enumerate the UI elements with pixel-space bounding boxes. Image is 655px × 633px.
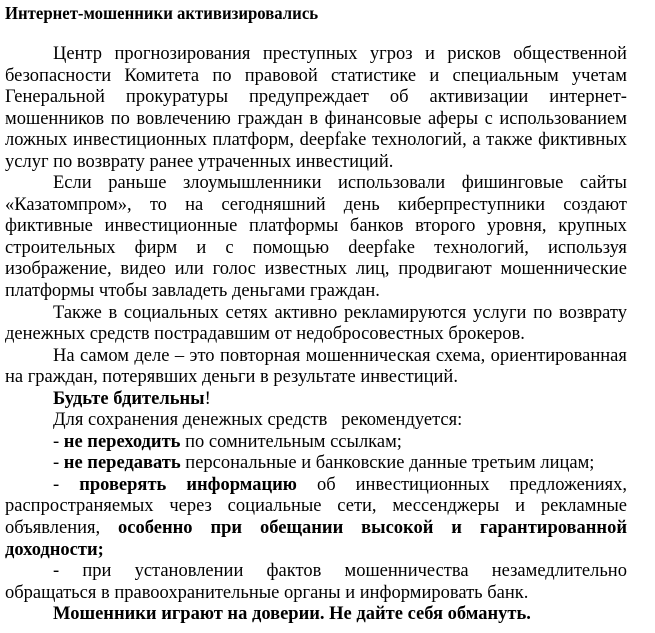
word: Если: [53, 173, 92, 194]
word: –: [174, 345, 185, 366]
word: deepfake: [348, 237, 415, 258]
word: рисков: [447, 44, 501, 64]
word: платформы: [5, 281, 95, 302]
word: deepfake: [299, 130, 367, 151]
recommendation-item-3-line-1: [5, 475, 627, 497]
word: и: [429, 65, 440, 86]
word: возврату: [76, 151, 145, 172]
word: изображение,: [5, 259, 112, 280]
word: сайты: [579, 173, 627, 194]
word: день: [343, 194, 380, 215]
word: брокеров.: [448, 324, 525, 345]
word: по: [53, 151, 73, 172]
word: и: [196, 237, 207, 258]
word: помощью: [252, 237, 330, 258]
word: недобросовестных: [296, 324, 444, 345]
word: граждан,: [27, 367, 98, 388]
word: высокой: [361, 518, 434, 539]
word: статистике: [330, 65, 417, 86]
word: результате: [273, 367, 356, 388]
word: социальные: [227, 496, 322, 517]
word: -: [53, 561, 60, 582]
text-line: [5, 259, 627, 281]
word: утраченных: [197, 151, 292, 172]
word: с: [484, 108, 493, 129]
recommendation-item-4-line-2: [5, 583, 627, 605]
word: социальных: [123, 302, 219, 323]
word: прогнозирования: [114, 44, 251, 64]
word: -: [53, 474, 60, 495]
recommendation-item-2: [5, 453, 627, 475]
word: повторная: [219, 345, 301, 366]
word: мошеннические: [500, 259, 627, 280]
word: угроз: [369, 44, 413, 64]
word: видео: [120, 259, 166, 280]
word: использовали: [338, 173, 446, 194]
word: Центр: [53, 44, 103, 64]
word: крупных: [558, 216, 627, 237]
word: схема,: [435, 345, 486, 366]
word: преступных: [262, 44, 358, 64]
word: при: [82, 561, 112, 582]
word: мошенничества: [344, 561, 469, 582]
word: при: [210, 518, 243, 539]
word: и: [451, 518, 462, 539]
item-3-bold-end: доходности: [5, 539, 98, 560]
recommendation-item-1: [5, 432, 627, 454]
word: от: [274, 324, 292, 345]
word: обещании: [259, 518, 344, 539]
word: особенно: [118, 518, 193, 539]
word: услуги: [473, 302, 527, 323]
word: через: [169, 496, 212, 517]
word: инвестиционные: [104, 216, 238, 237]
word: мессенджеры: [392, 496, 500, 517]
vigilance-bold: Будьте бдительны: [53, 388, 205, 409]
word: в: [260, 367, 269, 388]
word: Генеральной: [5, 87, 105, 108]
word: раньше: [108, 173, 167, 194]
word: фиктивных: [538, 130, 627, 151]
text-line: [5, 195, 627, 217]
word: аферы: [427, 108, 479, 129]
word: средств: [89, 324, 150, 345]
paragraphs-1-4: [5, 44, 627, 389]
document-title: Интернет-мошенники активизировались: [5, 3, 319, 23]
word: банков: [349, 216, 404, 237]
text-line: [5, 66, 627, 88]
word: фишинговые: [461, 173, 564, 194]
document-body: [5, 44, 627, 626]
word: или: [174, 259, 204, 280]
word: незамедлительно: [491, 561, 627, 582]
word: информацию: [186, 474, 297, 495]
word: граждан: [237, 108, 303, 129]
word: сетях: [225, 302, 268, 323]
word: инвестиций.: [295, 151, 394, 172]
word: ориентированная: [490, 345, 627, 366]
word: рекламируются: [343, 302, 467, 323]
word: правовой: [244, 65, 318, 86]
word: по: [212, 65, 232, 86]
text-line: [5, 87, 627, 109]
item-4-text: обращаться в правоохранительные органы и информировать банк.: [5, 582, 529, 603]
word: используя: [548, 237, 627, 258]
word: по: [533, 302, 553, 323]
word: гарантированной: [479, 518, 627, 539]
word: технологий,: [371, 130, 467, 151]
word: интернет-: [549, 87, 627, 108]
word: на: [185, 194, 204, 215]
word: граждан.: [309, 281, 380, 302]
word: на: [5, 367, 24, 388]
word: и: [425, 44, 435, 64]
word: объявления,: [5, 518, 101, 539]
word: известных: [264, 259, 348, 280]
vigilance-tail: !: [204, 388, 211, 409]
closing-line: [5, 604, 627, 626]
word: технологий,: [434, 237, 529, 258]
word: чтобы: [98, 281, 148, 302]
word: активизации: [429, 87, 529, 108]
text-line: [5, 109, 627, 131]
word: фиктивные: [5, 216, 93, 237]
word: киберпреступники: [397, 194, 546, 215]
text-line: [5, 281, 627, 303]
word: деньгами: [231, 281, 306, 302]
text-line: [5, 367, 627, 389]
word: создают: [563, 194, 627, 215]
item-2-text: персональные и банковские данные третьим лицам;: [180, 453, 595, 474]
word: строительных: [5, 237, 116, 258]
word: специальным: [452, 65, 559, 86]
word: безопасности: [5, 65, 112, 86]
word: инвестиций.: [360, 367, 458, 388]
word: второго: [415, 216, 476, 237]
word: возврату: [558, 302, 627, 323]
word: установлении: [134, 561, 244, 582]
recommendation-item-3-line-4: [5, 540, 627, 562]
text-line: [5, 44, 627, 66]
item-2-bold: не передавать: [63, 453, 181, 474]
word: услуг: [5, 151, 49, 172]
word: инвестиционных: [355, 474, 490, 495]
word: мошенническая: [305, 345, 431, 366]
word: лиц,: [355, 259, 390, 280]
word: Комитета: [124, 65, 200, 86]
word: платформы: [248, 216, 339, 237]
word: деньги: [201, 367, 256, 388]
item-3-tail: ;: [97, 539, 104, 560]
word: злоумышленники: [182, 173, 322, 194]
word: использованием: [499, 108, 627, 129]
word: платформ,: [212, 130, 294, 151]
word: и: [515, 496, 526, 517]
item-1-text: по сомнительным ссылкам;: [180, 431, 402, 452]
text-line: [5, 216, 627, 238]
word: финансовые: [324, 108, 422, 129]
text-line: [5, 324, 627, 346]
word: «Казатомпром»,: [5, 194, 132, 215]
text-line: [5, 130, 627, 152]
recommendation-item-3-line-3: [5, 518, 627, 540]
word: инвестиционных: [73, 130, 207, 151]
word: сети,: [337, 496, 377, 517]
word: также: [486, 130, 533, 151]
text-line: [5, 346, 627, 368]
word: самом: [79, 345, 129, 366]
item-1-bold: не переходить: [63, 431, 181, 452]
text-line: [5, 152, 627, 174]
word: фактов: [266, 561, 322, 582]
word: завладеть: [151, 281, 228, 302]
word: то: [149, 194, 167, 215]
word: вовлечению: [136, 108, 231, 129]
word: пострадавшим: [154, 324, 270, 345]
word: мошенников: [5, 108, 105, 129]
item-dash: -: [53, 453, 64, 474]
word: в: [309, 108, 319, 129]
word: уровня,: [487, 216, 547, 237]
item-dash: -: [53, 431, 64, 452]
word: рекламные: [540, 496, 627, 517]
word: это: [189, 345, 215, 366]
word: с: [225, 237, 234, 258]
word: предупреждает: [249, 87, 369, 108]
word: а: [472, 130, 481, 151]
text-line: [5, 238, 627, 260]
word: денежных: [5, 324, 86, 345]
word: активно: [274, 302, 338, 323]
word: деле: [134, 345, 170, 366]
word: Также: [53, 302, 102, 323]
word: голос: [212, 259, 256, 280]
word: фирм: [134, 237, 178, 258]
word: сегодняшний: [221, 194, 326, 215]
recommendation-item-4-line-1: [5, 561, 627, 583]
closing-text: Мошенники играют на доверии. Не дайте себя обмануть.: [53, 604, 531, 625]
recommend-line: [5, 410, 627, 432]
word: об: [316, 474, 336, 495]
word: об: [389, 87, 409, 108]
word: прокуратуры: [125, 87, 229, 108]
word: На: [53, 345, 75, 366]
word: распространяемых: [5, 496, 154, 517]
recommendation-item-3-line-2: [5, 496, 627, 518]
word: в: [108, 302, 118, 323]
text-line: [5, 173, 627, 195]
word: предложениях,: [509, 474, 627, 495]
word: ранее: [149, 151, 194, 172]
recommend-text: Для сохранения денежных средств рекомендуется:: [53, 410, 463, 431]
word: общественной: [513, 44, 627, 64]
word: по: [110, 108, 130, 129]
vigilance-line: [5, 389, 627, 411]
word: учетам: [571, 65, 627, 86]
word: ложных: [5, 130, 68, 151]
word: проверять: [79, 474, 167, 495]
word: потерявших: [102, 367, 198, 388]
word: продвигают: [398, 259, 492, 280]
text-line: [5, 303, 627, 325]
